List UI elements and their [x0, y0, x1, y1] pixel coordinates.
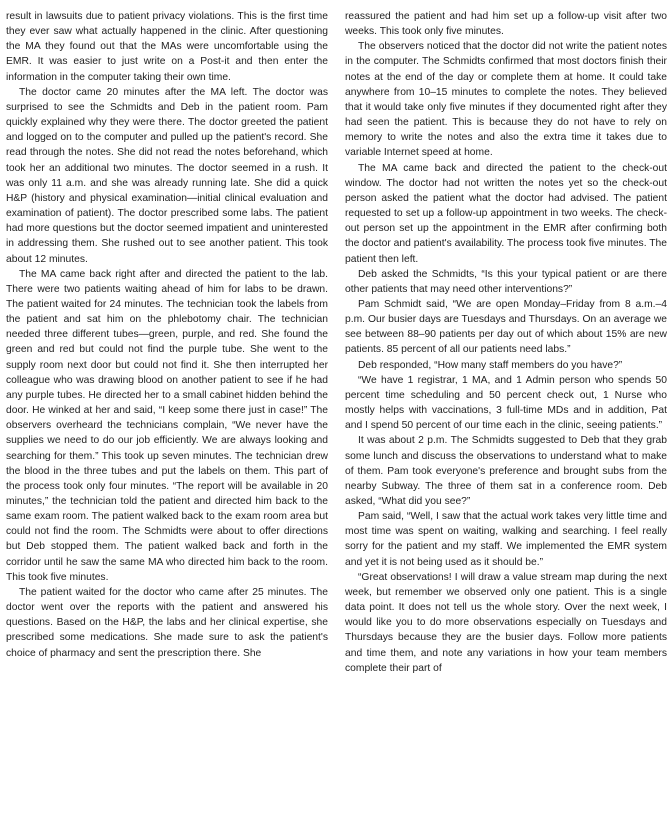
- paragraph: The MA came back and directed the patient to the check-out window. The doctor had not written the notes yet so the check-out person asked the patient what the doctor had advised. The patient requested to set up a follow-up appointment in two weeks. The check-out person set up the appointment in the EMR after confirming both the doctor and patient's availability. The process took five minutes. The patient then left.: [345, 162, 667, 265]
- paragraph: The MA came back right after and directed the patient to the lab. There were two patients waiting ahead of him for labs to be drawn. The patient waited for 24 minutes. The technician took the labels from the patient and sat him on the phlebotomy chair. The technician needed three different tubes—green, purple, and red. She found the green and red but could not find the purple tube. She went to the supply room next door but could not find it. She then interrupted her colleague who was drawing blood on another patient to see if he had any purple tubes. He directed her to a small cabinet hidden behind the door. He winked at her and said, “I keep some there just in case!” The observers overheard the technicians complain, “We never have the supplies we need to do our job efficiently. We are always looking and searching for them.” This took up seven minutes. The technician drew the blood in the three tubes and put the labels on them. This part of the process took only four minutes. “The report will be available in 20 minutes,” the technician told the patient and directed him back to the same exam room. The patient walked back to the exam room area but could not find the room. The Schmidts were about to offer directions but Deb stopped them. The patient walked back and forth in the corridor until he saw the same MA who directed him back to the room. This took five minutes.: [6, 268, 328, 583]
- paragraph: The observers noticed that the doctor did not write the patient notes in the computer. The Schmidts confirmed that most doctors finish their notes at the end of the day or complete them at home. It could take anywhere from 10–15 minutes to complete the notes. They believed that it would take only five minutes if they documented right after they had seen the patient. This is because they do not have to rely on memory to write the notes and also the extra time it takes due to variable Internet speed at home.: [345, 41, 667, 159]
- paragraph: “Great observations! I will draw a value stream map during the next week, but remember we observed only one patient. This is a single data point. It does not tell us the whole story. Over the next week, I would like you to do more observations especially on Tuesdays and Thursdays because they are the busier days. Follow more patients and time them, and note any variations in how your team members complete their part of: [345, 571, 667, 674]
- paragraph: The doctor came 20 minutes after the MA left. The doctor was surprised to see the Schmidts and Deb in the patient room. Pam quickly explained why they were there. The doctor greeted the patient and logged on to the computer and pulled up the patient's record. She read through the notes. She did not read the notes beforehand, which took her an additional two minutes. The doctor seemed in a rush. It was only 11 a.m. and she was already running late. She did a quick H&P (history and physical examination—initial clinical evaluation and examination of patient). The doctor prescribed some labs. The patient had more questions but the doctor seemed impatient and uninterested in addressing them. She rushed out to see another patient. This took about 12 minutes.: [6, 86, 328, 265]
- paragraph: The patient waited for the doctor who came after 25 minutes. The doctor went over the reports with the patient and answered his questions. Based on the H&P, the labs and her clinical expertise, she prescribed some medications. She made sure to ask the patient's choice of pharmacy and sent the prescription there. She: [6, 586, 328, 659]
- paragraph: Deb responded, “How many staff members do you have?”: [358, 359, 623, 371]
- right-column: [345, 9, 667, 676]
- paragraph: Pam said, “Well, I saw that the actual work takes very little time and most time was spent on waiting, walking and searching. I feel really sorry for the patient and my staff. We implemented the EMR system and yet it is not being used as it should be.”: [345, 511, 667, 568]
- paragraph: “We have 1 registrar, 1 MA, and 1 Admin person who spends 50 percent time scheduling and 50 percent check out, 1 Nurse who mostly helps with vaccinations, 3 full-time MDs and in addition, Pat and I spend 50 percent of our time each in the clinic, seeing patients.”: [345, 374, 667, 432]
- left-column: [6, 9, 328, 661]
- paragraph: Deb asked the Schmidts, “Is this your typical patient or are there other patients that may need other interventions?”: [345, 268, 667, 295]
- paragraph: It was about 2 p.m. The Schmidts suggested to Deb that they grab some lunch and discuss the observations to understand what to make of them. Pam took everyone's preference and brought subs from the nearby Subway. The three of them sat in a conference room. Deb asked, “What did you see?”: [345, 435, 667, 507]
- paragraph: result in lawsuits due to patient privacy violations. This is the first time they ever saw what actually happened in the clinic. After questioning the MA they found out that the MAs were uncomfortable using the EMR. It was easier to just write on a Post-it and then enter the information in the computer taking their own time.: [6, 11, 328, 83]
- paragraph: reassured the patient and had him set up a follow-up visit after two weeks. This took only five minutes.: [345, 11, 667, 38]
- paragraph: Pam Schmidt said, “We are open Monday–Friday from 8 a.m.–4 p.m. Our busier days are Tuesdays and Thursdays. On an average we see between 88–90 patients per day out of which about 15% are new patients. 85 percent of all our patients need labs.”: [345, 298, 667, 356]
